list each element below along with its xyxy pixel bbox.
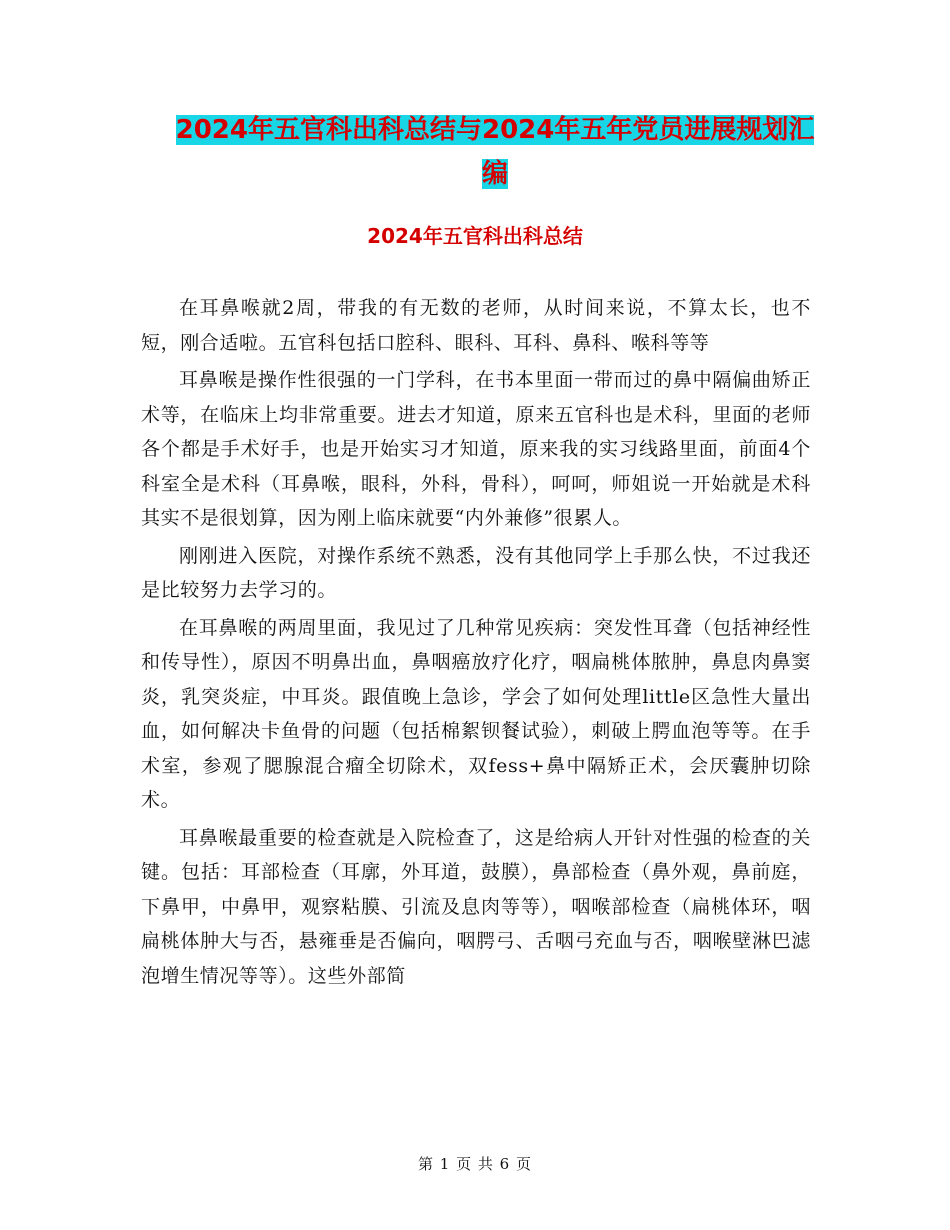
document-title-line-2: 编 [481, 159, 508, 189]
document-body [141, 291, 811, 996]
document-title [140, 108, 850, 196]
document-title-line-1: 2024年五官科出科总结与2024年五年党员进展规划汇 [175, 115, 815, 145]
paragraph: 耳鼻喉是操作性很强的一门学科，在书本里面一带而过的鼻中隔偏曲矫正术等，在临床上均非常重要。进去才知道，原来五官科也是术科，里面的老师各个都是手术好手，也是开始实习才知道，原来我的实习线路里面，前面4个科室全是术科（耳鼻喉，眼科，外科，骨科），呵呵，师姐说一开始就是术科其实不是很划算，因为刚上临床就要“内外兼修”很累人。 [141, 369, 811, 529]
paragraph: 刚刚进入医院，对操作系统不熟悉，没有其他同学上手那么快，不过我还是比较努力去学习的。 [141, 544, 811, 601]
page-footer: 第 1 页 共 6 页 [418, 1155, 532, 1173]
paragraph: 耳鼻喉最重要的检查就是入院检查了，这是给病人开针对性强的检查的关键。包括：耳部检查（耳廓，外耳道，鼓膜），鼻部检查（鼻外观，鼻前庭，下鼻甲，中鼻甲，观察粘膜、引流及息肉等等），咽喉部检查（扁桃体环，咽扁桃体肿大与否，悬雍垂是否偏向，咽腭弓、舌咽弓充血与否，咽喉壁淋巴滤泡增生情况等等）。这些外部简 [141, 826, 811, 987]
paragraph: 在耳鼻喉就2周，带我的有无数的老师，从时间来说，不算太长，也不短，刚合适啦。五官科包括口腔科、眼科、耳科、鼻科、喉科等等 [141, 297, 811, 354]
paragraph: 在耳鼻喉的两周里面，我见过了几种常见疾病：突发性耳聋（包括神经性和传导性），原因不明鼻出血，鼻咽癌放疗化疗，咽扁桃体脓肿，鼻息肉鼻窦炎，乳突炎症，中耳炎。跟值晚上急诊，学会了如何处理little区急性大量出血，如何解决卡鱼骨的问题（包括棉絮钡餐试验），刺破上腭血泡等等。在手术室，参观了腮腺混合瘤全切除术，双fess+鼻中隔矫正术，会厌囊肿切除术。 [141, 616, 811, 811]
section-title: 2024年五官科出科总结 [367, 224, 583, 248]
